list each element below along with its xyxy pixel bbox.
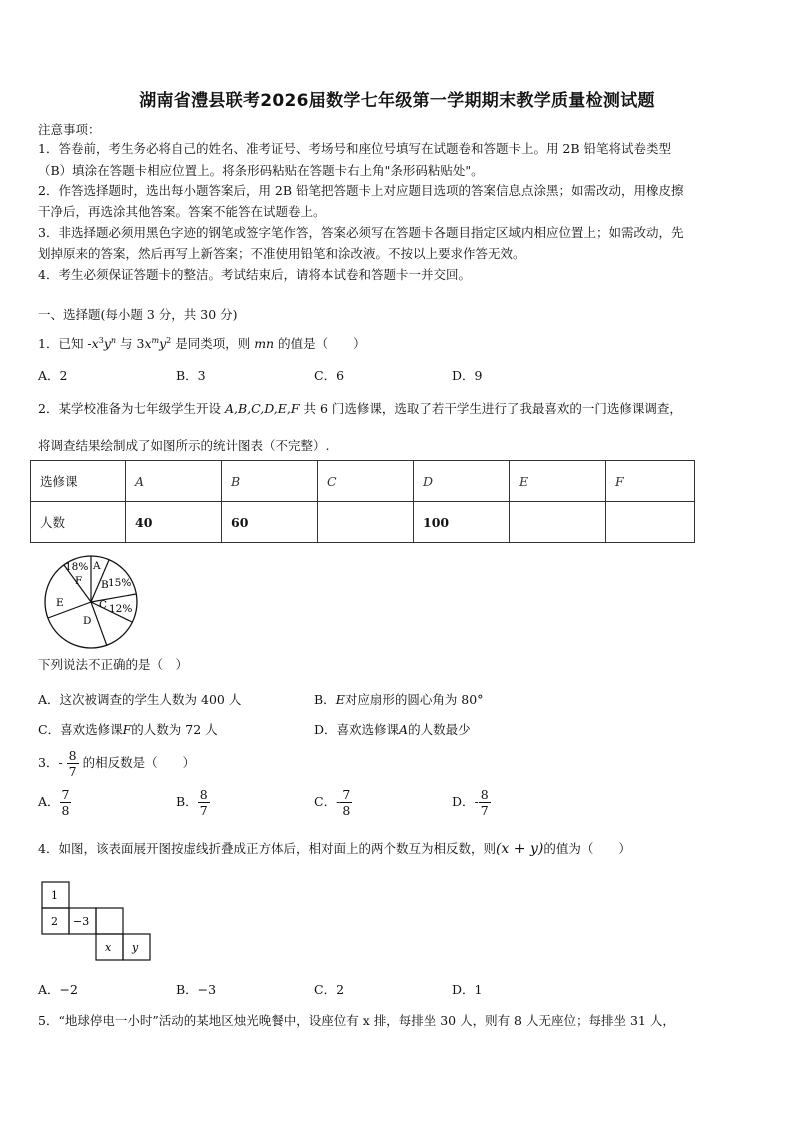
- option-b: B．E对应扇形的圆心角为 80°: [314, 692, 484, 707]
- option-a: A． $\frac{7}{8}$: [38, 787, 70, 818]
- table-row: [31, 461, 695, 502]
- table-cell: 40: [126, 502, 222, 543]
- table-header-cell: C: [318, 461, 414, 502]
- pie-label: A: [93, 560, 101, 572]
- option-b: B．3: [176, 368, 206, 383]
- cube-net: [40, 880, 152, 964]
- section-heading: 一、选择题(每小题 3 分，共 30 分): [38, 307, 238, 322]
- table-header-cell: E: [510, 461, 606, 502]
- table-row: [31, 502, 695, 543]
- table-header-cell: F: [606, 461, 695, 502]
- question-4-stem: 4．如图，该表面展开图按虚线折叠成正方体后，相对面上的两个数互为相反数，则(x + y)的值为（ ）: [38, 841, 631, 857]
- question-5-stem: 5．“地球停电一小时”活动的某地区烛光晚餐中，设座位有 x 排，每排坐 30 人，则有 8 人无座位；每排坐 31 人，: [38, 1013, 675, 1028]
- net-value: x: [105, 941, 112, 954]
- question-2-prompt: 下列说法不正确的是（ ）: [38, 657, 189, 672]
- notice-line: 2．作答选择题时，选出每小题答案后，用 2B 铅笔把答题卡上对应题目选项的答案信息点涂黑；如需改动，用橡皮擦: [38, 183, 684, 198]
- net-value: 1: [51, 889, 58, 902]
- option-c: C．喜欢选修课F的人数为 72 人: [38, 722, 218, 737]
- notice-line: 干净后，再选涂其他答案。答案不能答在试题卷上。: [38, 204, 326, 219]
- pie-label: 12%: [109, 603, 133, 615]
- table-cell: 100: [414, 502, 510, 543]
- net-value: −3: [73, 915, 90, 928]
- question-2-stem-line2: 将调查结果绘制成了如图所示的统计图表（不完整）.: [38, 438, 330, 453]
- net-face: [96, 908, 123, 934]
- table-cell: 人数: [31, 502, 126, 543]
- option-c: C．6: [314, 368, 345, 383]
- pie-label: 15%: [108, 577, 132, 589]
- table-header-cell: D: [414, 461, 510, 502]
- option-b: B． $\frac{8}{7}$: [176, 787, 208, 818]
- option-a: A．这次被调查的学生人数为 400 人: [38, 692, 242, 707]
- question-3-stem: 3．- $\frac{8}{7}$ 的相反数是（ ）: [38, 748, 196, 779]
- option-b: B．−3: [176, 982, 217, 997]
- table-cell: [318, 502, 414, 543]
- page-title: 湖南省澧县联考2026届数学七年级第一学期期末教学质量检测试题: [139, 91, 655, 111]
- option-d: D．9: [452, 368, 483, 383]
- option-d: D．喜欢选修课A的人数最少: [314, 722, 471, 737]
- pie-divider: [91, 594, 136, 602]
- pie-chart: [38, 552, 148, 652]
- notice-heading: 注意事项：: [38, 122, 101, 137]
- notice-line: 4．考生必须保证答题卡的整洁。考试结束后，请将本试卷和答题卡一并交回。: [38, 267, 471, 282]
- fraction: $\frac{8}{7}$: [68, 748, 77, 779]
- net-value: 2: [51, 915, 58, 928]
- option-c: C．- $\frac{7}{8}$: [314, 787, 351, 818]
- pie-label: B: [101, 579, 109, 591]
- option-a: A．2: [38, 368, 68, 383]
- pie-label: C: [99, 599, 108, 611]
- notice-line: 划掉原来的答案，然后再写上新答案；不准使用铅笔和涂改液。不按以上要求作答无效。: [38, 246, 526, 261]
- notice-line: 1．答卷前，考生务必将自己的姓名、准考证号、考场号和座位号填写在试题卷和答题卡上。用 2B 铅笔将试卷类型: [38, 141, 672, 156]
- pie-label: 18%: [65, 561, 89, 573]
- notice-line: （B）填涂在答题卡相应位置上。将条形码粘贴在答题卡右上角"条形码粘贴处"。: [38, 163, 484, 178]
- notice-line: 3．非选择题必须用黑色字迹的钢笔或签字笔作答，答案必须写在答题卡各题目指定区域内相应位置上；如需改动，先: [38, 225, 684, 240]
- question-1-stem: 1．已知 $-x^3y^n$ 与 $3x^my^2$ 是同类项，则 mn 的值是（ ）: [38, 336, 366, 352]
- question-2-stem: 2．某学校准备为七年级学生开设 A,B,C,D,E,F 共 6 门选修课，选取了若干学生进行了我最喜欢的一门选修课调查，: [38, 401, 682, 416]
- net-value: y: [132, 941, 139, 954]
- pie-label: D: [83, 615, 92, 627]
- table-header-cell: B: [222, 461, 318, 502]
- table-cell: [606, 502, 695, 543]
- option-a: A．−2: [38, 982, 78, 997]
- option-d: D．1: [452, 982, 483, 997]
- table-cell: 60: [222, 502, 318, 543]
- pie-label: F: [75, 575, 83, 587]
- table-cell: [510, 502, 606, 543]
- option-d: D．- $\frac{8}{7}$: [452, 787, 489, 818]
- pie-label: E: [56, 597, 64, 609]
- option-c: C．2: [314, 982, 345, 997]
- table-header-cell: 选修课: [31, 461, 126, 502]
- survey-table: [30, 460, 695, 543]
- table-header-cell: A: [126, 461, 222, 502]
